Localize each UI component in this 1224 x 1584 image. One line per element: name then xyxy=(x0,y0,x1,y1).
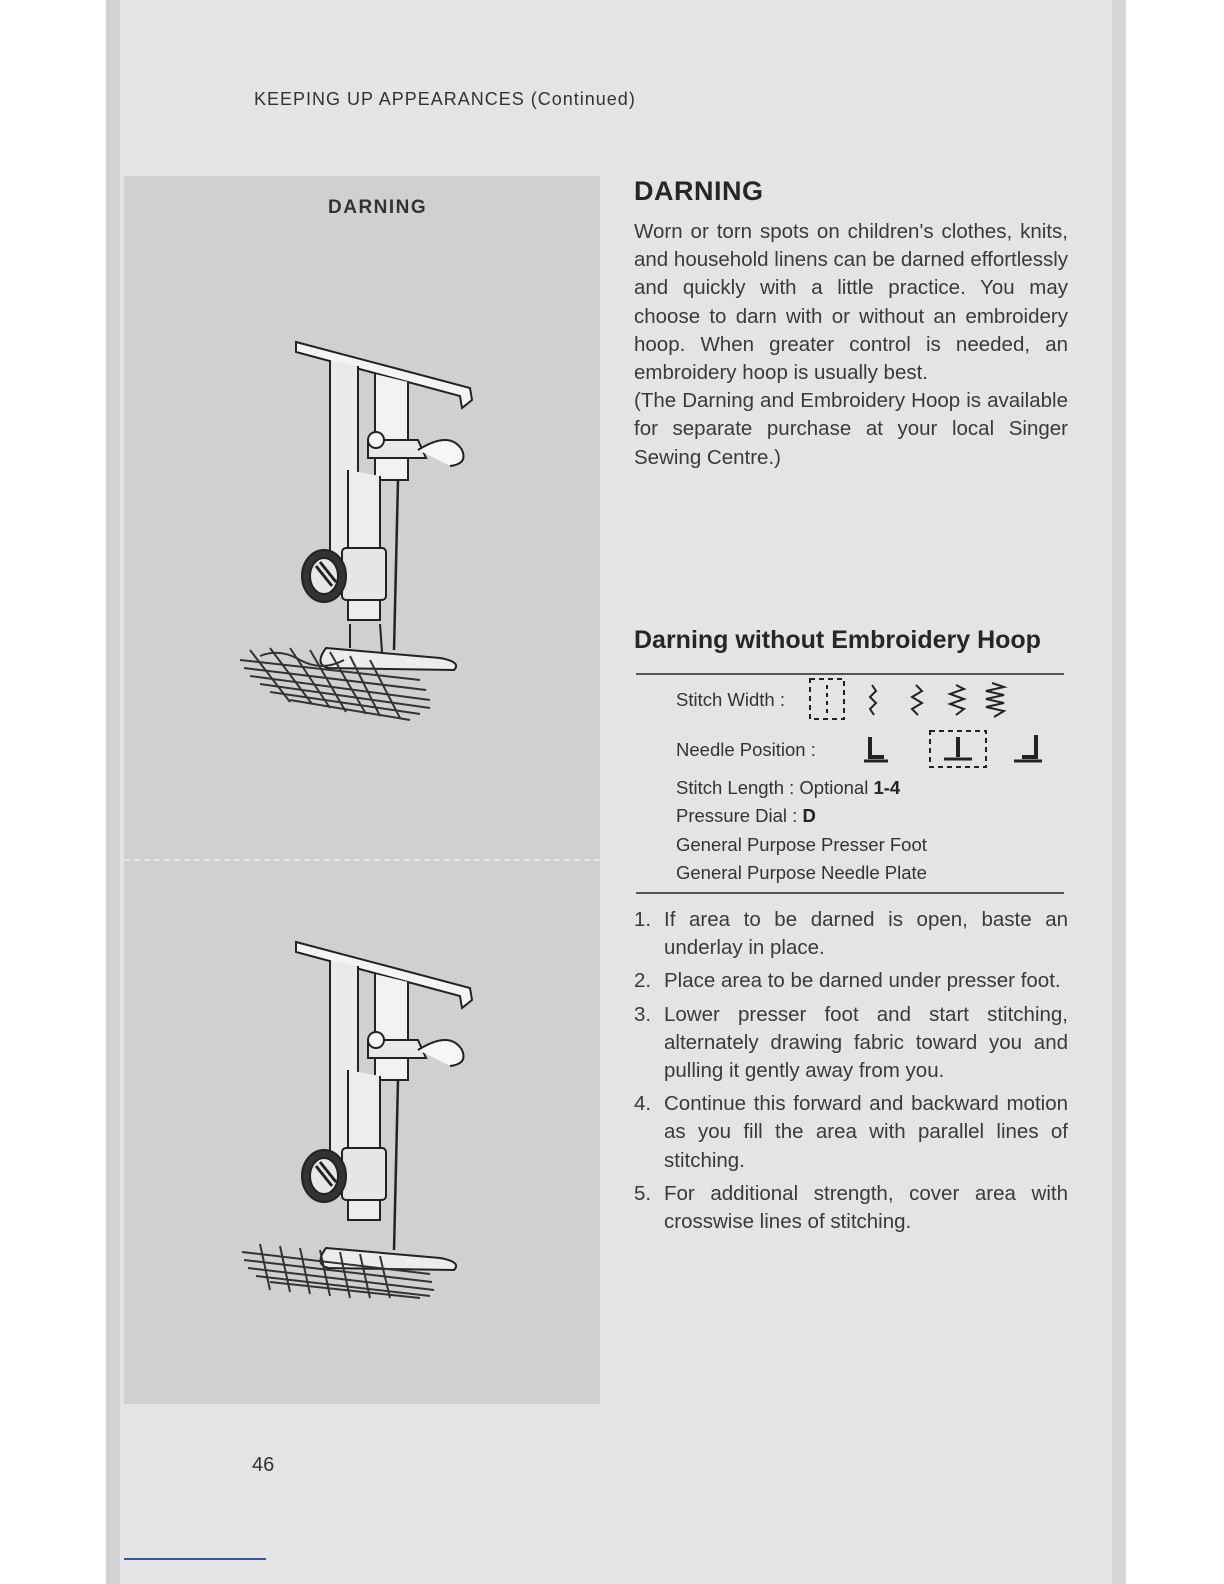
intro-paragraph: Worn or torn spots on children's clothes, knits, and household linens can be darned effortlessly and quickly with a little practice. You may choose to darn with or without an embroidery hoop. When greater control is needed, an embroidery hoop is usually best. xyxy=(634,220,1068,385)
pressure-dial-value: D xyxy=(802,805,816,826)
step-text: Lower presser foot and start stitching, alternately drawing fabric toward you and pulling it gently away from you. xyxy=(664,1002,1068,1083)
stitch-length-label: Stitch Length : Optional xyxy=(676,777,869,798)
intro-paragraph-note: (The Darning and Embroidery Hoop is available for separate purchase at your local Singer Sewing Centre.) xyxy=(634,389,1068,469)
presser-foot: General Purpose Presser Foot xyxy=(676,834,927,855)
corner-line xyxy=(124,1558,266,1560)
step-item xyxy=(634,906,1068,962)
darning-underlay-illustration xyxy=(230,930,500,1300)
step-text: If area to be darned is open, baste an underlay in place. xyxy=(664,908,1068,960)
page-number: 46 xyxy=(252,1454,275,1476)
intro-text xyxy=(634,218,1068,472)
needle-plate: General Purpose Needle Plate xyxy=(676,862,927,883)
step-text: Place area to be darned under presser foot. xyxy=(664,969,1061,993)
step-number: 5. xyxy=(634,1181,652,1205)
scan-edge-left xyxy=(106,0,120,1584)
steps-list xyxy=(634,906,1068,1241)
subsection-heading: Darning without Embroidery Hoop xyxy=(634,626,1041,654)
pressure-dial-row xyxy=(676,805,816,827)
section-heading: DARNING xyxy=(634,176,764,206)
stitch-width-icons xyxy=(806,677,1016,727)
panel-divider xyxy=(124,859,600,861)
step-item xyxy=(634,1180,1068,1236)
needle-position-row xyxy=(676,739,816,761)
stitch-length-row xyxy=(676,777,900,799)
running-head: KEEPING UP APPEARANCES (Continued) xyxy=(254,89,636,109)
step-number: 3. xyxy=(634,1002,652,1026)
step-number: 4. xyxy=(634,1092,652,1116)
step-number: 1. xyxy=(634,908,652,931)
settings-rule-top xyxy=(636,673,1064,675)
pressure-dial-label: Pressure Dial : xyxy=(676,805,798,826)
step-item xyxy=(634,967,1068,995)
needle-position-icons xyxy=(862,727,1052,775)
stitch-width-row xyxy=(676,689,785,711)
step-item xyxy=(634,1001,1068,1086)
stitch-width-label: Stitch Width : xyxy=(676,689,785,710)
step-text: For additional strength, cover area with crosswise lines of stitching. xyxy=(664,1181,1068,1234)
needle-position-label: Needle Position : xyxy=(676,739,816,760)
panel-caption: DARNING xyxy=(328,197,428,218)
step-number: 2. xyxy=(634,969,652,993)
stitch-length-value: 1-4 xyxy=(873,777,901,798)
scan-edge-right xyxy=(1112,0,1126,1584)
settings-rule-bottom xyxy=(636,892,1064,894)
darning-torn-fabric-illustration xyxy=(230,330,500,730)
step-text: Continue this forward and backward motion as you fill the area with parallel lines of stitching. xyxy=(664,1092,1068,1172)
step-item xyxy=(634,1090,1068,1175)
